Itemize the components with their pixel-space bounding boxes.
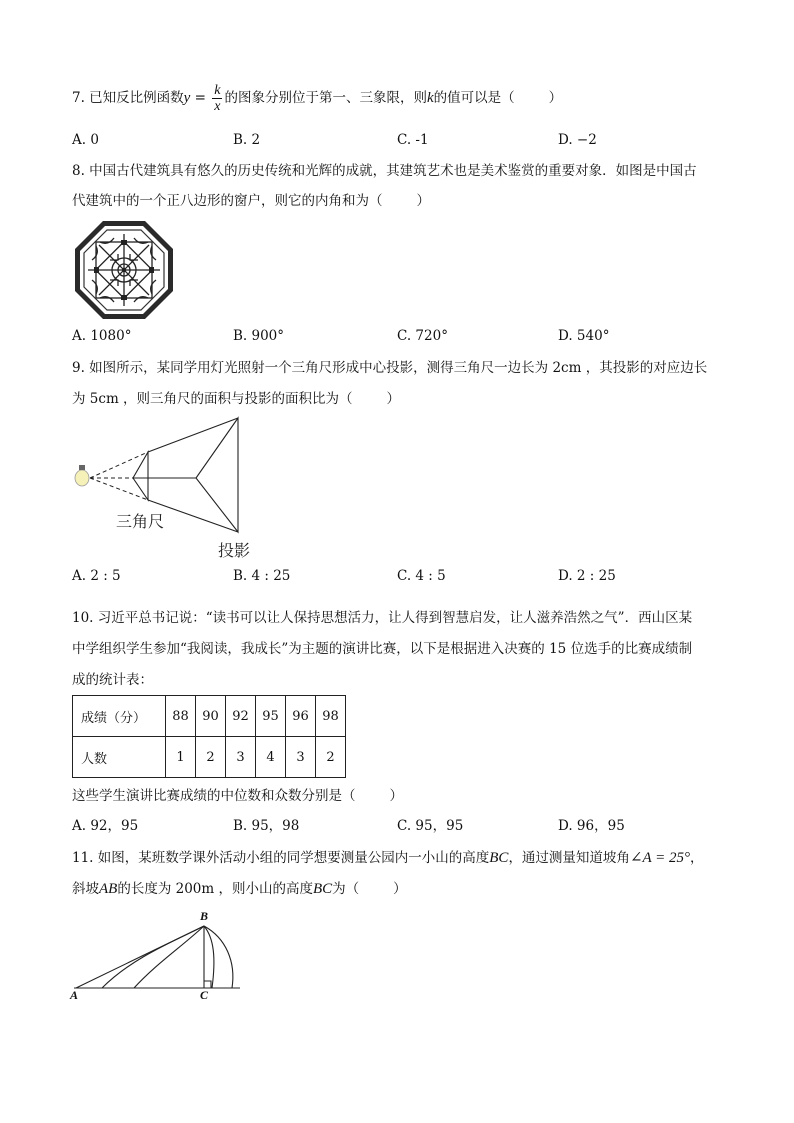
q11-angle: ∠A = 25° xyxy=(629,850,691,866)
q8-line1: 8. 中国古代建筑具有悠久的历史传统和光辉的成就，其建筑艺术也是美术鉴赏的重要对象．如图是中国古 xyxy=(72,163,697,179)
q9-option-d[interactable]: D. 2 : 25 xyxy=(558,568,616,584)
q7-y: y xyxy=(183,90,191,106)
q7-fraction xyxy=(212,83,222,114)
q7-text-b: 的图象分别位于第一、三象限，则 xyxy=(224,90,427,106)
table-cell: 2 xyxy=(196,737,226,778)
q8-option-b[interactable]: B. 900° xyxy=(233,328,285,344)
q8-option-c[interactable]: C. 720° xyxy=(397,328,448,344)
q7-frac-denominator: x xyxy=(214,99,221,114)
q10-question xyxy=(72,786,403,806)
table-cell: 90 xyxy=(196,696,226,737)
table-cell: 3 xyxy=(226,737,256,778)
q9-option-b[interactable]: B. 4 : 25 xyxy=(233,568,291,584)
q11-text-c: ， xyxy=(690,850,704,866)
q10-option-a[interactable]: A. 92，95 xyxy=(72,818,139,834)
q7-option-d[interactable]: D. −2 xyxy=(558,132,597,148)
octagon-window-figure xyxy=(74,220,174,320)
label-projection: 投影 xyxy=(218,541,251,560)
q8-line2 xyxy=(72,191,430,211)
q7-option-c[interactable]: C. -1 xyxy=(397,132,429,148)
q10-question-text: 这些学生演讲比赛成绩的中位数和众数分别是（ xyxy=(72,788,356,804)
table-cell: 3 xyxy=(286,737,316,778)
score-table xyxy=(72,695,346,778)
table-cell: 98 xyxy=(316,696,346,737)
q11-text-e: 的长度为 200m ，则小山的高度 xyxy=(117,881,313,897)
q8-close-paren: ） xyxy=(416,193,430,209)
q8-option-a[interactable]: A. 1080° xyxy=(72,328,132,344)
q8-line2-text: 代建筑中的一个正八边形的窗户，则它的内角和为（ xyxy=(72,193,383,209)
q9-line2 xyxy=(72,389,400,409)
q11-close-paren: ） xyxy=(393,881,407,897)
q7-option-b[interactable]: B. 2 xyxy=(233,132,261,148)
q7-text-a: 7. 已知反比例函数 xyxy=(72,90,184,106)
q11-bc: BC xyxy=(489,850,509,866)
table-header-score: 成绩（分） xyxy=(73,696,166,737)
q7-frac-numerator: k xyxy=(214,83,221,98)
point-label-a: A xyxy=(70,988,79,1002)
table-cell: 96 xyxy=(286,696,316,737)
q11-text-f: 为（ xyxy=(332,881,360,897)
q9-close-paren: ） xyxy=(386,391,401,407)
q9-option-a[interactable]: A. 2 : 5 xyxy=(72,568,121,584)
table-row xyxy=(73,737,346,778)
table-cell: 88 xyxy=(166,696,196,737)
table-row xyxy=(73,696,346,737)
q7-k: k xyxy=(426,90,434,106)
q7-text-c: 的值可以是（ xyxy=(433,90,515,106)
q7-eq: = xyxy=(190,90,211,106)
point-label-c: C xyxy=(200,988,209,1002)
q11-text-b: ，通过测量知道坡角 xyxy=(508,850,630,866)
q10-close-paren: ） xyxy=(389,788,403,804)
q9-option-c[interactable]: C. 4 : 5 xyxy=(397,568,446,584)
table-cell: 2 xyxy=(316,737,346,778)
bulb-icon xyxy=(75,465,89,486)
q8-option-d[interactable]: D. 540° xyxy=(558,328,610,344)
table-cell: 92 xyxy=(226,696,256,737)
q10-line2: 中学组织学生参加“我阅读，我成长”为主题的演讲比赛，以下是根据进入决赛的 15 位选手的比赛成绩制 xyxy=(72,641,693,657)
q11-line1 xyxy=(72,848,704,868)
table-cell: 95 xyxy=(256,696,286,737)
q7-close-paren: ） xyxy=(548,90,563,106)
table-cell: 1 xyxy=(166,737,196,778)
q10-option-b[interactable]: B. 95，98 xyxy=(233,818,300,834)
table-cell: 4 xyxy=(256,737,286,778)
q11-text-a: 11. 如图，某班数学课外活动小组的同学想要测量公园内一小山的高度 xyxy=(72,850,490,866)
label-triangle-ruler: 三角尺 xyxy=(116,512,165,531)
q9-line1: 9. 如图所示，某同学用灯光照射一个三角尺形成中心投影，测得三角尺一边长为 2cm ，其投影的对应边长 xyxy=(72,360,708,376)
point-label-b: B xyxy=(200,909,209,923)
q7-option-a[interactable]: A. 0 xyxy=(72,132,99,148)
q10-line3: 成的统计表： xyxy=(72,672,153,688)
q11-text-d: 斜坡 xyxy=(72,881,99,897)
q10-option-c[interactable]: C. 95，95 xyxy=(397,818,464,834)
q10-line1: 10. 习近平总书记说：“读书可以让人保持思想活力，让人得到智慧启发，让人滋养浩然之气”．西山区某 xyxy=(72,610,693,626)
hill-slope-figure xyxy=(72,918,244,993)
q9-line2-text: 为 5cm ，则三角尺的面积与投影的面积比为（ xyxy=(72,391,353,407)
q11-line2 xyxy=(72,879,407,899)
table-header-count: 人数 xyxy=(73,737,166,778)
q11-bc-2: BC xyxy=(312,881,333,897)
q11-ab: AB xyxy=(99,881,118,897)
q10-option-d[interactable]: D. 96，95 xyxy=(558,818,625,834)
q7-stem xyxy=(72,83,562,114)
